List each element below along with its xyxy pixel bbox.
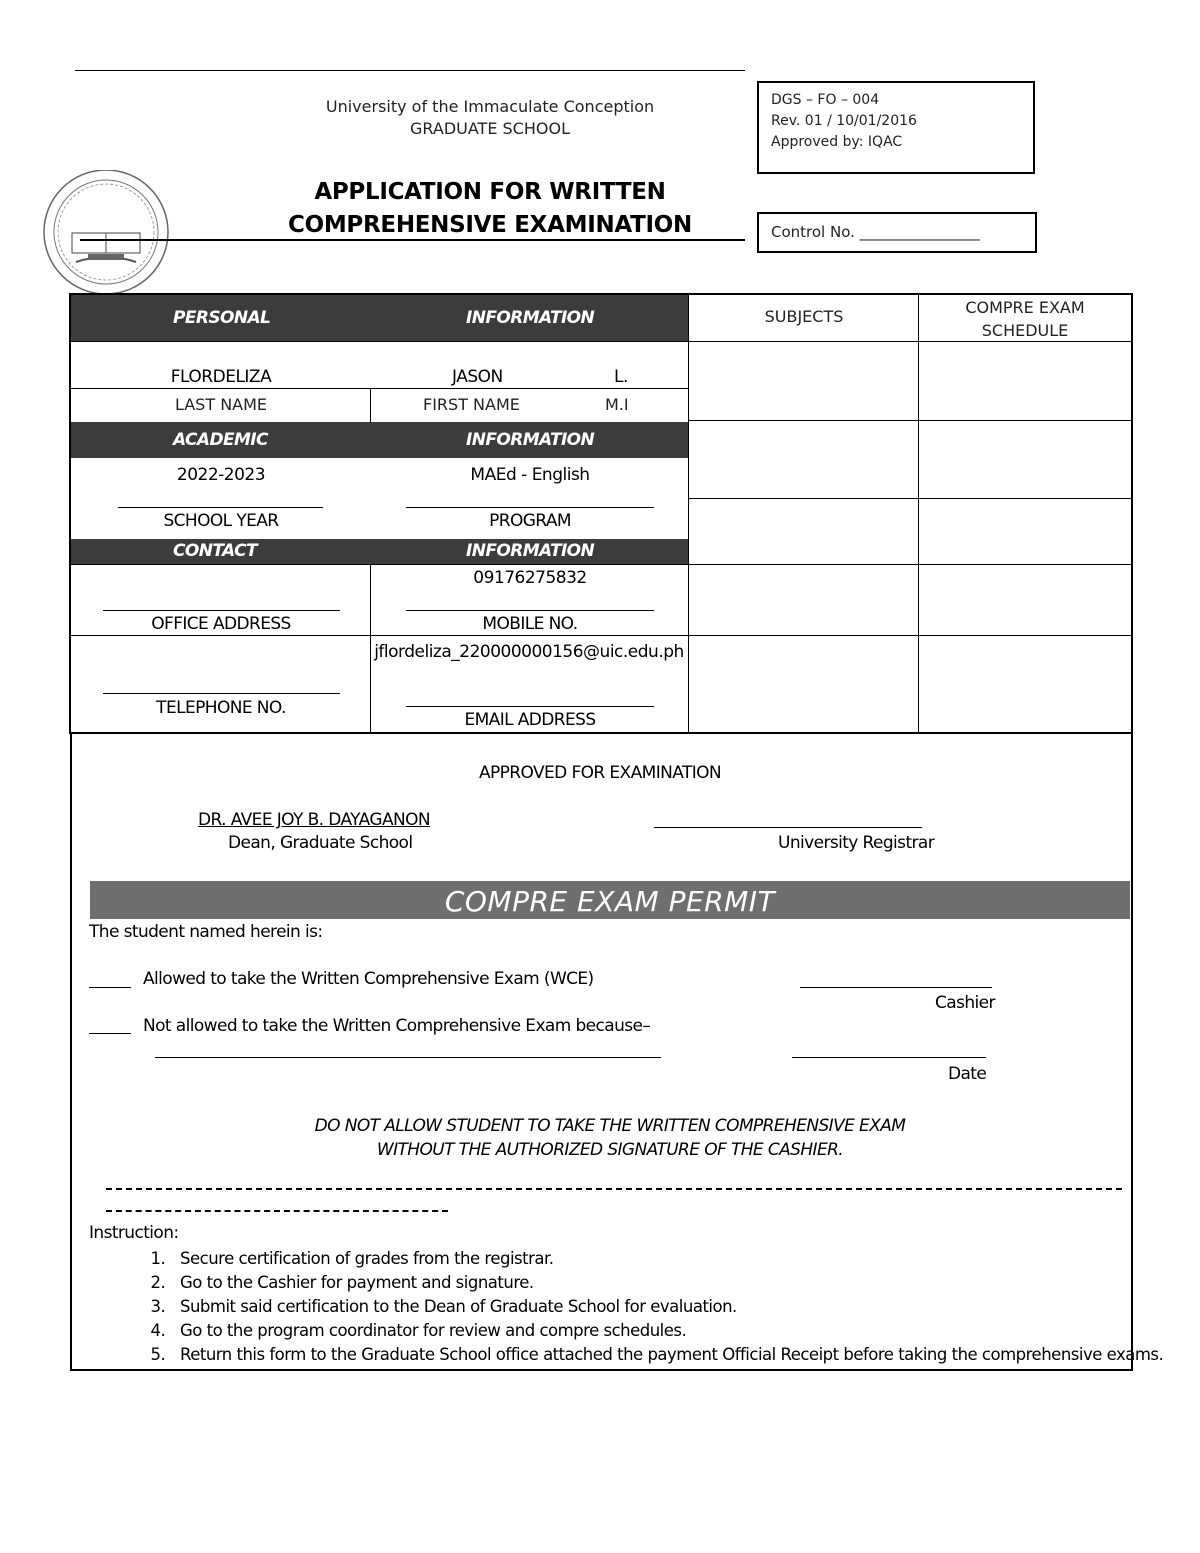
middle-initial-label: M.I — [605, 395, 629, 414]
school-year-label: SCHOOL YEAR — [163, 511, 279, 531]
registrar-label: University Registrar — [778, 833, 935, 853]
not-allowed-checkbox-line[interactable] — [89, 1033, 131, 1034]
university-seal-icon — [36, 170, 171, 295]
title-underline — [80, 239, 745, 241]
contact-info-label: INFORMATION — [466, 541, 595, 561]
form-title — [270, 176, 710, 242]
title-line-1: APPLICATION FOR WRITTEN — [314, 179, 666, 205]
control-number-box[interactable] — [757, 212, 1037, 253]
cut-line — [106, 1188, 1122, 1190]
doc-approved-by: Approved by: IQAC — [771, 134, 903, 150]
list-item: 5. Return this form to the Graduate School office attached the payment Official Receipt before taking the comprehensive exams. — [170, 1343, 1172, 1367]
program-value[interactable]: MAEd - English — [470, 465, 590, 485]
approved-heading: APPROVED FOR EXAMINATION — [478, 763, 722, 783]
office-address-label: OFFICE ADDRESS — [151, 614, 291, 634]
personal-info-bar — [71, 295, 688, 341]
contact-info-bar — [71, 539, 688, 564]
mobile-line — [406, 610, 654, 611]
doc-code: DGS – FO – 004 — [771, 92, 880, 108]
compre-schedule-header: COMPRE EXAM SCHEDULE — [965, 298, 1085, 340]
date-line — [792, 1057, 986, 1058]
school-year-value[interactable]: 2022-2023 — [176, 465, 266, 485]
reason-line[interactable] — [155, 1057, 661, 1058]
date-label: Date — [948, 1064, 987, 1084]
list-item: 4. Go to the program coordinator for review and compre schedules. — [170, 1319, 1172, 1343]
cashier-signature-line — [800, 987, 992, 988]
program-line — [406, 507, 654, 508]
document-code-box — [757, 81, 1035, 174]
permit-intro: The student named herein is: — [89, 922, 323, 942]
header-top-rule — [75, 70, 745, 71]
email-line — [406, 706, 654, 707]
title-line-2: COMPREHENSIVE EXAMINATION — [288, 212, 692, 238]
telephone-line — [103, 693, 340, 694]
personal-info-label: INFORMATION — [466, 308, 595, 328]
divider — [71, 635, 1132, 636]
first-name-value[interactable]: JASON — [452, 367, 503, 387]
telephone-label: TELEPHONE NO. — [156, 698, 286, 718]
divider — [71, 388, 688, 389]
email-label: EMAIL ADDRESS — [464, 710, 596, 730]
academic-info-label: INFORMATION — [466, 430, 595, 450]
university-header — [290, 96, 690, 140]
instruction-heading: Instruction: — [89, 1223, 179, 1243]
school-name: GRADUATE SCHOOL — [410, 119, 570, 138]
contact-label: CONTACT — [173, 541, 257, 561]
academic-info-bar — [71, 422, 688, 458]
email-value[interactable]: jflordeliza_220000000156@uic.edu.ph — [374, 642, 684, 662]
cashier-warning — [200, 1114, 1020, 1162]
registrar-signature-line — [654, 827, 922, 828]
doc-revision: Rev. 01 / 10/01/2016 — [771, 113, 917, 129]
university-name: University of the Immaculate Conception — [325, 97, 655, 116]
mobile-label: MOBILE NO. — [482, 614, 578, 634]
office-address-line — [103, 610, 340, 611]
list-item: 1. Secure certification of grades from the registrar. — [170, 1247, 1172, 1271]
cashier-label: Cashier — [935, 993, 995, 1013]
divider — [918, 295, 919, 733]
subjects-header: SUBJECTS — [764, 307, 844, 326]
list-item: 3. Submit said certification to the Dean of Graduate School for evaluation. — [170, 1295, 1172, 1319]
divider — [71, 564, 1132, 565]
last-name-value[interactable]: FLORDELIZA — [170, 367, 272, 387]
cut-line — [106, 1210, 448, 1212]
divider — [688, 498, 1132, 499]
not-allowed-option: Not allowed to take the Written Comprehensive Exam because– — [143, 1016, 651, 1036]
program-label: PROGRAM — [489, 511, 571, 531]
dean-title: Dean, Graduate School — [228, 833, 413, 853]
allowed-checkbox-line[interactable] — [89, 987, 131, 988]
dean-name: DR. AVEE JOY B. DAYAGANON — [198, 810, 430, 830]
subject-cell[interactable] — [690, 343, 917, 419]
instruction-list — [126, 1247, 1172, 1367]
mobile-value[interactable]: 09176275832 — [473, 568, 587, 588]
divider — [688, 420, 1132, 421]
personal-label: PERSONAL — [173, 308, 271, 328]
middle-initial-value[interactable]: L. — [614, 367, 628, 387]
school-year-line — [118, 507, 323, 508]
last-name-label: LAST NAME — [174, 395, 268, 414]
list-item: 2. Go to the Cashier for payment and signature. — [170, 1271, 1172, 1295]
divider — [688, 295, 689, 733]
academic-label: ACADEMIC — [173, 430, 268, 450]
warning-line-2: WITHOUT THE AUTHORIZED SIGNATURE OF THE CASHIER. — [376, 1140, 844, 1160]
first-name-label: FIRST NAME — [423, 395, 520, 414]
control-number-label: Control No. ________________ — [771, 223, 980, 241]
schedule-cell[interactable] — [920, 343, 1130, 419]
warning-line-1: DO NOT ALLOW STUDENT TO TAKE THE WRITTEN COMPREHENSIVE EXAM — [314, 1116, 906, 1136]
allowed-option: Allowed to take the Written Comprehensive Exam (WCE) — [143, 969, 594, 989]
permit-title: COMPRE EXAM PERMIT — [90, 881, 1130, 919]
